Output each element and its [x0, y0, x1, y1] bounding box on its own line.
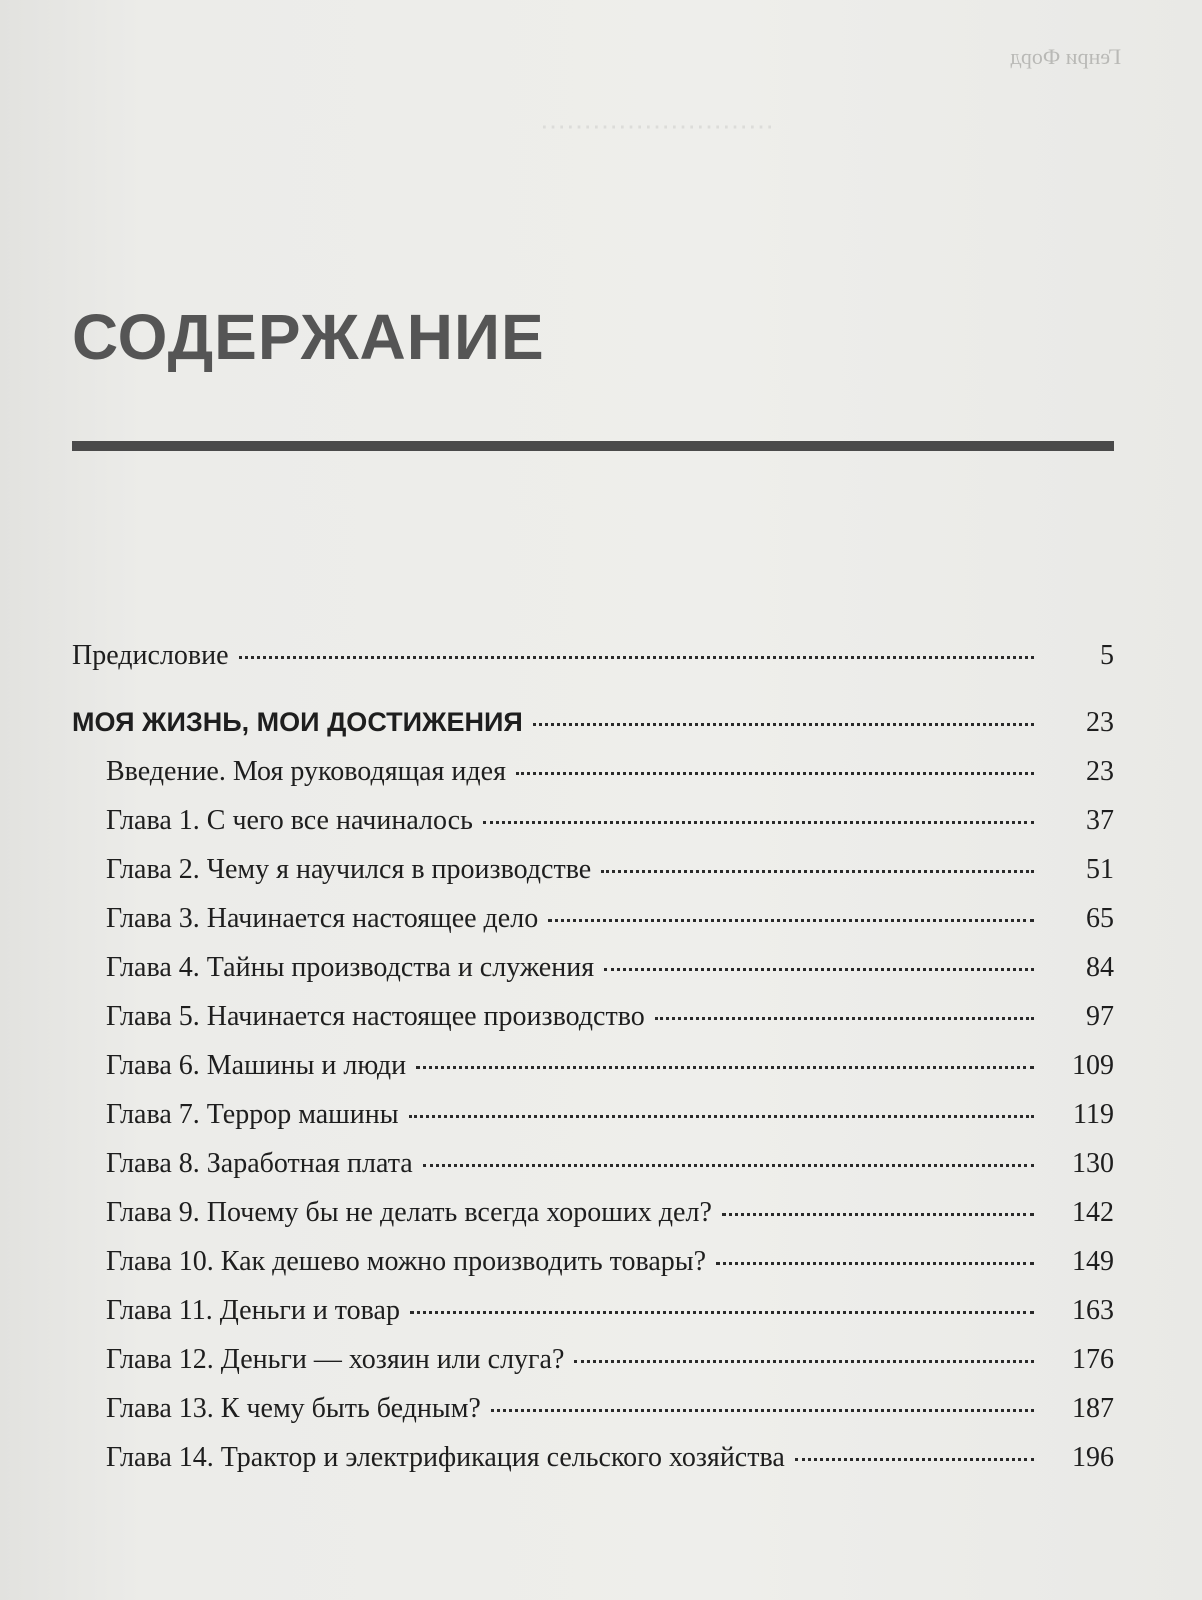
toc-entry-title: Глава 14. Трактор и электрификация сельского хозяйства: [106, 1442, 785, 1473]
table-of-contents: [72, 640, 1114, 1491]
dot-leader: [716, 1262, 1034, 1265]
dot-leader: [533, 723, 1034, 726]
toc-entry-title: Глава 13. К чему быть бедным?: [106, 1393, 481, 1424]
toc-entry-page: 130: [1072, 1148, 1114, 1179]
toc-entry-title: Глава 10. Как дешево можно производить товары?: [106, 1246, 707, 1277]
toc-entry-title: Глава 12. Деньги — хозяин или слуга?: [106, 1344, 565, 1375]
toc-entry-title: Глава 6. Машины и люди: [106, 1050, 407, 1081]
dot-leader: [416, 1066, 1034, 1069]
toc-entry-title: Глава 11. Деньги и товар: [106, 1295, 400, 1326]
toc-entry-title: Глава 4. Тайны производства и служения: [106, 952, 595, 983]
dot-leader: [409, 1115, 1034, 1118]
toc-entry-page: 176: [1072, 1344, 1114, 1375]
toc-entry-page: 65: [1086, 903, 1114, 934]
dot-leader: [516, 772, 1034, 775]
toc-entry-page: 23: [1086, 756, 1114, 787]
toc-entry[interactable]: [72, 640, 1114, 689]
running-header: Генри Форд: [1010, 44, 1122, 69]
dot-leader: [604, 968, 1034, 971]
toc-entry[interactable]: [72, 903, 1114, 952]
toc-entry-page: 84: [1086, 952, 1114, 983]
toc-entry[interactable]: [72, 1442, 1114, 1491]
toc-entry-page: 149: [1072, 1246, 1114, 1277]
title-rule: [72, 441, 1114, 451]
toc-entry[interactable]: [72, 1246, 1114, 1295]
toc-entry[interactable]: [72, 854, 1114, 903]
toc-entry[interactable]: [72, 1001, 1114, 1050]
bleed-through-decoration: ⋯⋯⋯⋯⋯⋯⋯⋯⋯: [540, 112, 774, 141]
toc-entry[interactable]: [72, 756, 1114, 805]
toc-entry-title: Глава 5. Начинается настоящее производство: [106, 1001, 645, 1032]
toc-entry-page: 163: [1072, 1295, 1114, 1326]
toc-entry[interactable]: [72, 1344, 1114, 1393]
toc-entry-page: 187: [1072, 1393, 1114, 1424]
toc-entry-page: 23: [1086, 707, 1114, 738]
page-title: СОДЕРЖАНИЕ: [72, 301, 545, 373]
dot-leader: [722, 1213, 1034, 1216]
toc-entry-title: Глава 1. С чего все начиналось: [106, 805, 473, 836]
dot-leader: [483, 821, 1034, 824]
toc-entry-page: 5: [1100, 640, 1114, 671]
toc-entry[interactable]: [72, 805, 1114, 854]
toc-entry[interactable]: [72, 707, 1114, 756]
toc-entry[interactable]: [72, 952, 1114, 1001]
dot-leader: [655, 1017, 1034, 1020]
toc-entry-title: Введение. Моя руководящая идея: [106, 756, 506, 787]
toc-entry-title: Глава 7. Террор машины: [106, 1099, 399, 1130]
dot-leader: [574, 1360, 1034, 1363]
toc-entry[interactable]: [72, 1148, 1114, 1197]
toc-entry-title: Глава 9. Почему бы не делать всегда хороших дел?: [106, 1197, 712, 1228]
toc-entry-page: 51: [1086, 854, 1114, 885]
toc-entry[interactable]: [72, 1197, 1114, 1246]
dot-leader: [423, 1164, 1034, 1167]
dot-leader: [795, 1458, 1034, 1461]
toc-entry-page: 97: [1086, 1001, 1114, 1032]
toc-entry-title: Предисловие: [72, 640, 229, 671]
toc-entry[interactable]: [72, 1050, 1114, 1099]
toc-entry-title: Глава 3. Начинается настоящее дело: [106, 903, 539, 934]
toc-entry[interactable]: [72, 1099, 1114, 1148]
dot-leader: [601, 870, 1034, 873]
toc-entry-page: 119: [1073, 1099, 1114, 1130]
toc-entry[interactable]: [72, 1393, 1114, 1442]
dot-leader: [239, 656, 1034, 659]
toc-entry-page: 142: [1072, 1197, 1114, 1228]
toc-entry-page: 109: [1072, 1050, 1114, 1081]
dot-leader: [548, 919, 1034, 922]
dot-leader: [491, 1409, 1034, 1412]
toc-entry-title: Глава 8. Заработная плата: [106, 1148, 413, 1179]
toc-entry-page: 37: [1086, 805, 1114, 836]
toc-entry-page: 196: [1072, 1442, 1114, 1473]
toc-entry[interactable]: [72, 1295, 1114, 1344]
toc-entry-title: Глава 2. Чему я научился в производстве: [106, 854, 592, 885]
dot-leader: [410, 1311, 1034, 1314]
toc-entry-title: МОЯ ЖИЗНЬ, МОИ ДОСТИЖЕНИЯ: [72, 707, 523, 737]
